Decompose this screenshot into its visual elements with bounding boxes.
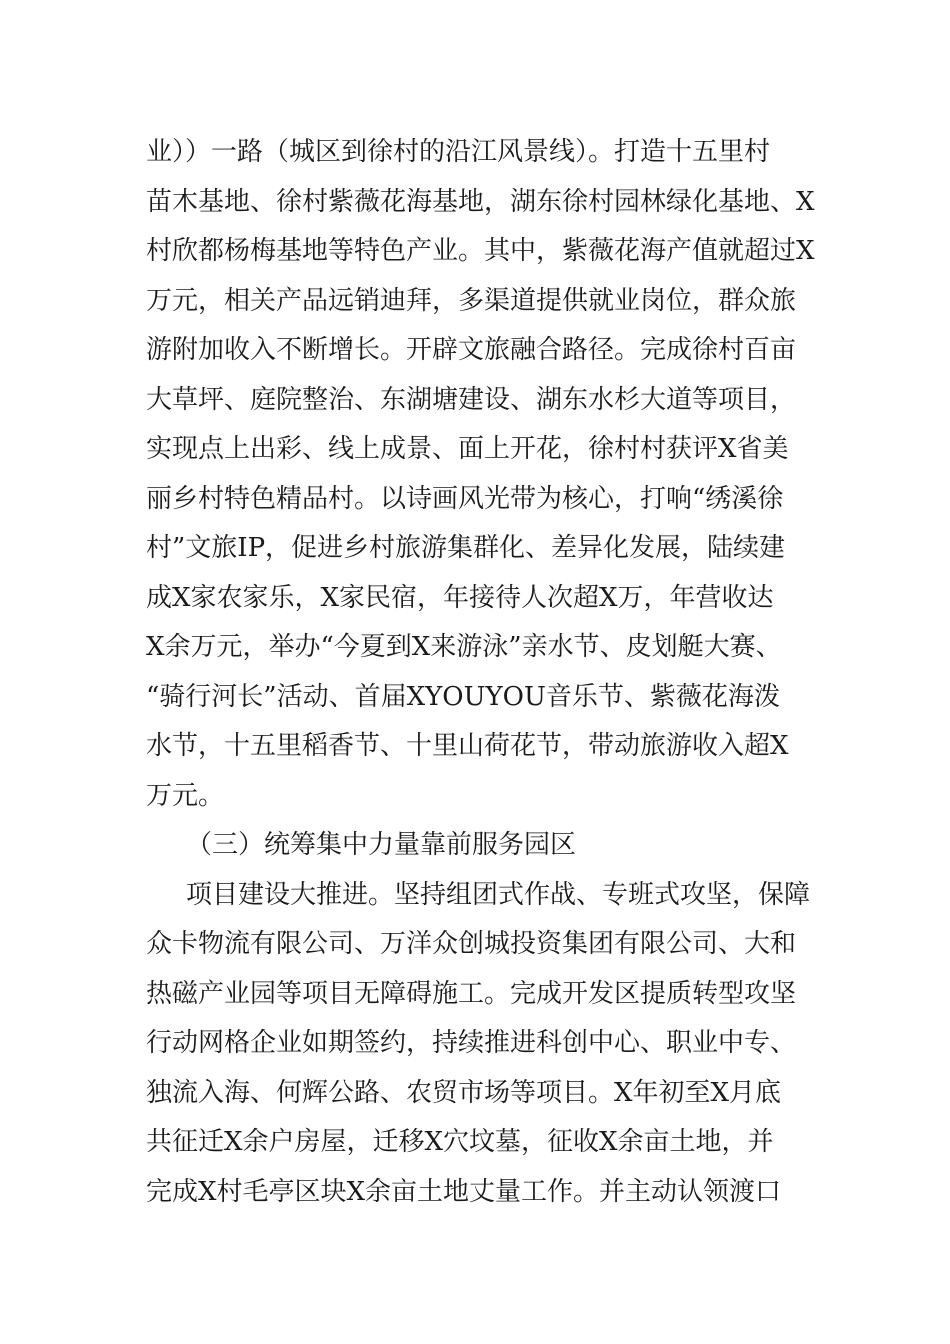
text-line: 众卡物流有限公司、万洋众创城投资集团有限公司、大和 <box>146 929 797 959</box>
text-line: 行动网格企业如期签约，持续推进科创中心、职业中专、 <box>146 1028 797 1058</box>
text-line: 村欣都杨梅基地等特色产业。其中，紫薇花海产值就超过X <box>146 236 815 266</box>
text-line: 丽乡村特色精品村。以诗画风光带为核心，打响“绣溪徐 <box>146 483 784 514</box>
text-line: 游附加收入不断增长。开辟文旅融合路径。完成徐村百亩 <box>146 335 797 365</box>
text-line: 大草坪、庭院整治、东湖塘建设、湖东水杉大道等项目， <box>146 384 797 415</box>
text-line: 苗木基地、徐村紫薇花海基地，湖东徐村园林绿化基地、X <box>146 186 815 217</box>
text-line: 共征迁X余户房屋，迁移X穴坟墓，征收X余亩土地，并 <box>146 1127 774 1157</box>
text-line: “骑行河长”活动、首届XYOUYOU音乐节、紫薇花海泼 <box>146 681 780 712</box>
text-line: 村”文旅IP，促进乡村旅游集群化、差异化发展，陆续建 <box>146 533 786 563</box>
text-line: 实现点上出彩、线上成景、面上开花，徐村村获评X省美 <box>146 434 789 464</box>
body-text <box>146 128 826 1217</box>
text-line: 万元，相关产品远销迪拜，多渠道提供就业岗位，群众旅 <box>146 285 797 316</box>
text-line: 独流入海、何辉公路、农贸市场等项目。X年初至X月底 <box>146 1077 782 1108</box>
text-line: 成X家农家乐，X家民宿，年接待人次超X万，年营收达 <box>146 582 774 613</box>
text-line: 完成X村毛亭区块X余亩土地丈量工作。并主动认领渡口 <box>146 1176 782 1207</box>
section-heading: （三）统筹集中力量靠前服务园区 <box>186 830 577 860</box>
text-line: 水节，十五里稻香节、十里山荷花节，带动旅游收入超X <box>146 731 789 761</box>
text-line: X余万元，举办“今夏到X来游泳”亲水节、皮划艇大赛、 <box>146 632 782 662</box>
text-line: 热磁产业园等项目无障碍施工。完成开发区提质转型攻坚 <box>146 978 797 1009</box>
text-line: 业））一路（城区到徐村的沿江风景线）。打造十五里村 <box>146 137 771 167</box>
text-line: 项目建设大推进。坚持组团式作战、专班式攻坚，保障 <box>186 879 811 910</box>
text-line: 万元。 <box>146 780 225 811</box>
